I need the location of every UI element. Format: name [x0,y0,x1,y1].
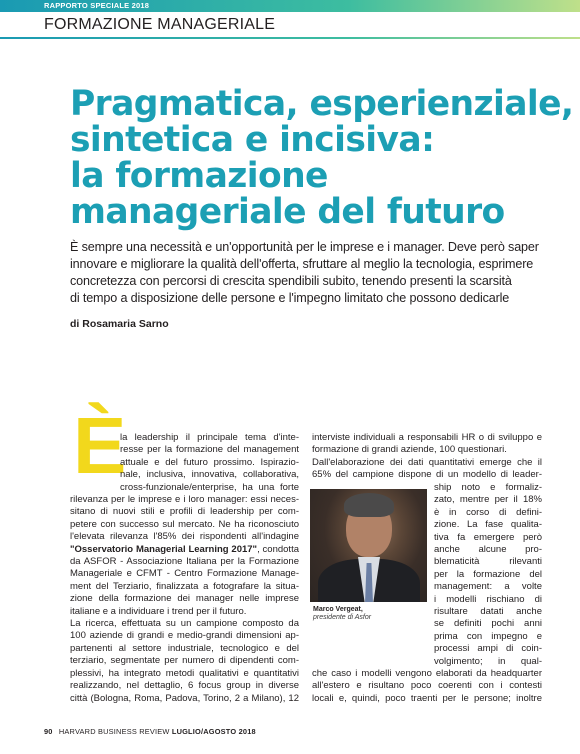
column-2-bottom [312,668,542,705]
body-line: attuale e del futuro prossimo. Ispirazio- [120,456,299,468]
column-2-top [312,432,542,482]
body-line: la leadership il principale tema d'inte- [120,432,299,443]
section-rule [0,37,580,39]
body-line: prima con impegno e [434,630,542,642]
body-line: all'estero e risultano poco coerenti con i contesti [312,680,542,692]
magazine-name: HARVARD BUSINESS REVIEW [58,727,170,736]
body-line: 100 aziende di grandi e medio-grandi dimensioni ap- [70,630,299,642]
body-line: anche alcune pro- [434,544,542,556]
headline-line: Pragmatica, esperienziale, [70,84,574,124]
body-line: per la formazione del [434,568,542,580]
headline-line: sintetica e incisiva: [70,120,435,160]
body-line: l'elevata rilevanza l'85% dei rispondenti all'indagine [70,531,299,543]
body-line: zato, mentre per il 18% [434,494,542,506]
page-number: 90 [44,727,53,736]
body-line: cross-funzionale/enterprise, ha una forte [120,481,299,493]
body-line: Dall'elaborazione dei dati quantitativi emerge che il [312,456,542,468]
deck-line: È sempre una necessità e un'opportunità per le imprese e i manager. Deve però saper [70,240,539,254]
body-line: nale, inclusiva, innovativa, collaborativa, [120,469,299,481]
body-line: Manageriale e CFMT - Centro Formazione Manage- [70,568,299,580]
body-line: tiva fa emergere però [434,531,542,543]
column-1-body [70,494,299,705]
body-line [70,544,299,556]
body-line: italiane e a individuare i trend per il futuro. [70,605,247,617]
body-line: partenenti al settore industriale, tecnologico e del [70,642,299,654]
body-line: se definiti pochi anni [434,618,542,630]
body-line: 65% del campione dispone di un modello di leader- [312,469,542,481]
body-line: blematicità rilevanti [434,556,542,568]
body-line: rilevanza per le imprese e i loro manager: essi neces- [70,494,299,505]
photo-hair [344,493,394,517]
body-line: realizzando, nel dettaglio, 6 focus group in diverse [70,680,299,692]
portrait-photo [310,489,427,602]
section-title: FORMAZIONE MANAGERIALE [44,16,276,33]
special-report-kicker: RAPPORTO SPECIALE 2018 [44,1,150,10]
body-line: processi ampi di coin- [434,643,542,655]
column-1-indented [120,432,299,494]
body-line: che caso i modelli vengono elaborati da headquarter [312,668,542,679]
body-line: è in corso di defini- [434,506,542,518]
body-line: petere con successo sul mercato. Ne ha riconosciuto [70,518,299,530]
body-line: formazione di grandi aziende, 100 questionari. [312,444,507,456]
body-line: i modelli rischiano di [434,593,542,605]
body-line: La ricerca, effettuata su un campione composto da [70,618,299,630]
drop-cap: È [73,401,127,490]
deck-line: innovare e migliorare la qualità dell'offerta, sfruttare al meglio la tecnologia, esprimere [70,257,534,271]
body-line: interviste individuali a responsabili HR o di sviluppo e [312,432,542,443]
article-deck [70,239,550,307]
photo-caption [313,606,428,623]
deck-line: concretezza con percorsi di crescita spendibili subito, tenendo presenti la scarsità [70,274,512,288]
headline-line: la formazione [70,156,328,196]
caption-name: Marco Vergeat, [313,606,363,613]
article-headline [70,84,574,232]
body-line: ship noto e formaliz- [434,482,542,493]
body-line: sitano di nuovi stili e profili di leadership per com- [70,506,299,518]
body-line: città (Bologna, Roma, Padova, Torino, 2 a Milano), 12 [70,692,299,704]
body-line: terziario, segmentate per numero di dipendenti com- [70,655,299,667]
deck-line: di tempo a disposizione delle persone e l'impegno limitato che possono dedicarle [70,291,510,305]
body-line: ment del Terziario, finalizzata a fotografare la situa- [70,580,299,592]
caption-role: presidente di Asfor [313,614,372,622]
body-line: zione. La fase qualita- [434,519,542,531]
body-line: resse per la formazione del management [120,444,299,456]
body-line: locali e, quindi, poco traenti per le persone; inoltre [312,692,542,704]
body-line: zione della formazione dei manager nelle imprese [70,593,299,605]
headline-line: manageriale del futuro [70,192,505,232]
author-byline: di Rosamaria Sarno [70,318,169,330]
survey-name: "Osservatorio Managerial Learning 2017" [70,543,258,555]
body-line: volgimento; in qual- [434,655,542,667]
body-fragment: , condotta [257,543,299,555]
body-line: da ASFOR - Associazione Italiana per la Formazione [70,556,299,568]
body-line: plessivi, ha integrato metodi qualitativi e quantitativi [70,667,299,679]
body-line: management: a volte [434,581,542,593]
column-2-narrow [434,482,542,668]
issue-date: LUGLIO/AGOSTO 2018 [171,727,256,736]
body-line: risultare datati anche [434,606,542,618]
page-footer [44,727,256,736]
